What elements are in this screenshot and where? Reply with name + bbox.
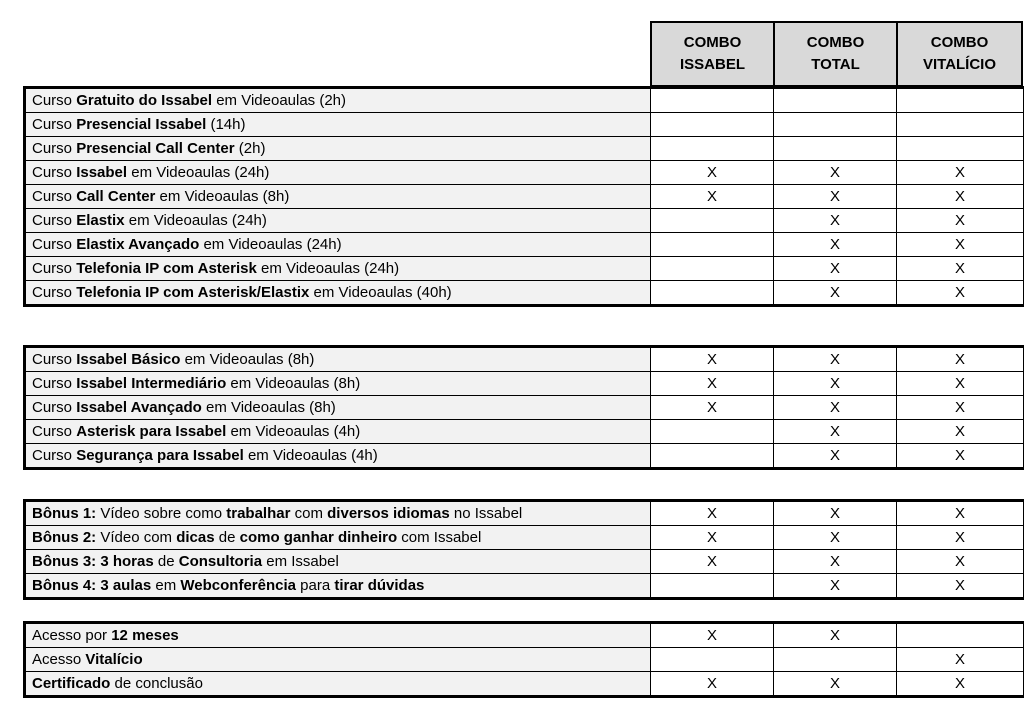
check-mark-cell: [651, 444, 774, 468]
table-row: [26, 209, 1024, 233]
row-label-text: em Issabel: [262, 553, 339, 570]
row-label: [26, 372, 651, 396]
check-mark-cell: X: [897, 502, 1024, 526]
check-mark-cell: [651, 209, 774, 233]
header-line2: VITALÍCIO: [922, 56, 997, 73]
row-label-text: Curso: [32, 375, 77, 392]
check-mark-cell: X: [651, 550, 774, 574]
row-label-bold: Bônus 1:: [32, 505, 97, 522]
row-label: [26, 209, 651, 233]
check-mark-cell: X: [651, 526, 774, 550]
row-label: [26, 444, 651, 468]
row-label-bold: tirar dúvidas: [334, 577, 425, 594]
row-label: [26, 113, 651, 137]
check-mark-cell: X: [774, 550, 897, 574]
check-mark-cell: X: [651, 672, 774, 696]
row-label-text: em Videoaulas (24h): [199, 236, 342, 253]
row-label-bold: Issabel Avançado: [76, 399, 202, 416]
row-label-text: Curso: [32, 92, 77, 109]
row-label-text: em Videoaulas (24h): [124, 212, 267, 229]
row-label-bold: trabalhar: [226, 505, 291, 522]
check-mark-cell: X: [774, 233, 897, 257]
row-label-text: em: [151, 577, 181, 594]
header-line2: ISSABEL: [679, 56, 745, 73]
row-label-text: Curso: [32, 188, 77, 205]
row-label: [26, 526, 651, 550]
row-label: [26, 137, 651, 161]
table-row: [26, 672, 1024, 696]
check-mark-cell: [651, 281, 774, 305]
row-label-bold: Bônus 3: 3 horas: [32, 553, 154, 570]
row-label-text: Acesso: [32, 651, 86, 668]
row-label-text: de: [214, 529, 240, 546]
check-mark-cell: X: [774, 672, 897, 696]
row-label-bold: Bônus 4: 3 aulas: [32, 577, 152, 594]
table-row: [26, 420, 1024, 444]
check-mark-cell: X: [774, 185, 897, 209]
table-row: [26, 281, 1024, 305]
check-mark-cell: X: [897, 348, 1024, 372]
row-label-text: em Videoaulas (4h): [226, 423, 361, 440]
check-mark-cell: X: [774, 281, 897, 305]
table-group: [25, 501, 1024, 598]
row-label-text: (2h): [234, 140, 266, 157]
table-row: [26, 648, 1024, 672]
row-label-bold: Presencial Issabel: [76, 116, 211, 133]
check-mark-cell: X: [774, 526, 897, 550]
check-mark-cell: [651, 648, 774, 672]
row-label-text: Vídeo com: [96, 529, 177, 546]
header-line2: TOTAL: [811, 56, 860, 73]
check-mark-cell: X: [897, 161, 1024, 185]
check-mark-cell: X: [774, 574, 897, 598]
row-label-bold: Gratuito do Issabel: [76, 92, 213, 109]
header-combo-total: [773, 21, 898, 87]
row-label-bold: Issabel Intermediário: [76, 375, 227, 392]
table-group: [25, 623, 1024, 696]
row-label-bold: Vitalício: [85, 651, 143, 668]
check-mark-cell: [774, 89, 897, 113]
table-row: [26, 574, 1024, 598]
check-mark-cell: X: [774, 624, 897, 648]
check-mark-cell: X: [897, 185, 1024, 209]
row-label: [26, 89, 651, 113]
header-combo-issabel: [650, 21, 775, 87]
row-label-bold: Asterisk para Issabel: [76, 423, 227, 440]
row-label-text: de conclusão: [110, 675, 203, 692]
header-line1: COMBO: [683, 34, 742, 51]
check-mark-cell: [651, 420, 774, 444]
check-mark-cell: [651, 113, 774, 137]
check-mark-cell: [651, 137, 774, 161]
table-row: [26, 185, 1024, 209]
row-label: [26, 502, 651, 526]
row-label-text: Curso: [32, 116, 77, 133]
row-label-text: em Videoaulas (24h): [256, 260, 400, 277]
table-row: [26, 526, 1024, 550]
row-label-bold: Issabel: [76, 164, 128, 181]
check-mark-cell: [651, 574, 774, 598]
row-label-text: em Videoaulas (24h): [127, 164, 270, 181]
check-mark-cell: [897, 113, 1024, 137]
row-label: [26, 672, 651, 696]
table-row: [26, 257, 1024, 281]
table-row: [26, 444, 1024, 468]
check-mark-cell: X: [897, 209, 1024, 233]
table-group: [25, 347, 1024, 468]
table-row: [26, 550, 1024, 574]
table-row: [26, 624, 1024, 648]
check-mark-cell: X: [774, 502, 897, 526]
check-mark-cell: X: [651, 185, 774, 209]
table-row: [26, 348, 1024, 372]
check-mark-cell: X: [774, 161, 897, 185]
row-label-text: em Videoaulas (2h): [212, 92, 347, 109]
row-label-text: Vídeo sobre como: [96, 505, 227, 522]
check-mark-cell: X: [897, 550, 1024, 574]
row-label: [26, 420, 651, 444]
row-label-text: em Videoaulas (4h): [243, 447, 378, 464]
row-label-bold: Elastix Avançado: [76, 236, 200, 253]
row-label-bold: Telefonia IP com Asterisk: [76, 260, 257, 277]
check-mark-cell: X: [651, 396, 774, 420]
row-label-text: Curso: [32, 447, 77, 464]
row-label-bold: Elastix: [76, 212, 125, 229]
row-label: [26, 281, 651, 305]
check-mark-cell: [897, 624, 1024, 648]
row-label-text: em Videoaulas (8h): [180, 351, 315, 368]
check-mark-cell: X: [774, 444, 897, 468]
row-label-text: em Videoaulas (8h): [201, 399, 336, 416]
row-label: [26, 550, 651, 574]
check-mark-cell: X: [897, 420, 1024, 444]
check-mark-cell: [897, 89, 1024, 113]
check-mark-cell: [651, 257, 774, 281]
check-mark-cell: X: [774, 372, 897, 396]
check-mark-cell: X: [774, 348, 897, 372]
row-label-text: Curso: [32, 284, 77, 301]
header-combo-vitalicio: [896, 21, 1023, 87]
row-label: [26, 574, 651, 598]
row-label-text: com: [290, 505, 328, 522]
row-label-bold: Call Center: [76, 188, 156, 205]
table-row: [26, 372, 1024, 396]
row-label: [26, 161, 651, 185]
row-label-text: Curso: [32, 260, 77, 277]
row-label-bold: Segurança para Issabel: [76, 447, 244, 464]
check-mark-cell: X: [897, 526, 1024, 550]
row-label-bold: 12 meses: [111, 627, 179, 644]
row-label-text: (14h): [210, 116, 246, 133]
row-label-text: para: [295, 577, 335, 594]
check-mark-cell: X: [897, 257, 1024, 281]
row-label: [26, 396, 651, 420]
row-label-bold: Webconferência: [180, 577, 296, 594]
check-mark-cell: X: [774, 420, 897, 444]
check-mark-cell: [897, 137, 1024, 161]
row-label-text: no Issabel: [449, 505, 523, 522]
row-label-text: Curso: [32, 164, 77, 181]
row-label-bold: Consultoria: [178, 553, 263, 570]
row-label-text: Acesso por: [32, 627, 112, 644]
check-mark-cell: [774, 137, 897, 161]
check-mark-cell: X: [774, 396, 897, 420]
check-mark-cell: X: [651, 161, 774, 185]
check-mark-cell: X: [897, 574, 1024, 598]
row-label: [26, 648, 651, 672]
row-label-bold: dicas: [176, 529, 215, 546]
check-mark-cell: X: [897, 372, 1024, 396]
row-label-text: Curso: [32, 140, 77, 157]
row-label-text: Curso: [32, 423, 77, 440]
row-label-text: Curso: [32, 351, 77, 368]
row-label-text: de: [153, 553, 179, 570]
row-label-text: com Issabel: [397, 529, 482, 546]
check-mark-cell: [774, 648, 897, 672]
check-mark-cell: X: [651, 624, 774, 648]
row-label-bold: Telefonia IP com Asterisk/Elastix: [76, 284, 310, 301]
table-row: [26, 396, 1024, 420]
check-mark-cell: X: [897, 672, 1024, 696]
row-label-bold: Presencial Call Center: [76, 140, 235, 157]
table-row: [26, 233, 1024, 257]
row-label-bold: Issabel Básico: [76, 351, 181, 368]
row-label-bold: como ganhar dinheiro: [239, 529, 398, 546]
check-mark-cell: X: [774, 209, 897, 233]
row-label-text: Curso: [32, 399, 77, 416]
row-label: [26, 624, 651, 648]
check-mark-cell: [774, 113, 897, 137]
row-label: [26, 257, 651, 281]
table-row: [26, 137, 1024, 161]
check-mark-cell: X: [897, 396, 1024, 420]
table-group: [25, 88, 1024, 305]
row-label-text: em Videoaulas (40h): [309, 284, 452, 301]
row-label-bold: Bônus 2:: [32, 529, 97, 546]
check-mark-cell: [651, 89, 774, 113]
header-line1: COMBO: [806, 34, 865, 51]
table-row: [26, 161, 1024, 185]
table-row: [26, 89, 1024, 113]
row-label: [26, 348, 651, 372]
row-label-bold: diversos idiomas: [327, 505, 450, 522]
check-mark-cell: X: [774, 257, 897, 281]
check-mark-cell: X: [897, 281, 1024, 305]
row-label-text: Curso: [32, 236, 77, 253]
row-label: [26, 185, 651, 209]
row-label-text: em Videoaulas (8h): [155, 188, 290, 205]
row-label: [26, 233, 651, 257]
row-label-bold: Certificado: [32, 675, 111, 692]
check-mark-cell: X: [897, 233, 1024, 257]
check-mark-cell: X: [651, 348, 774, 372]
check-mark-cell: [651, 233, 774, 257]
check-mark-cell: X: [651, 502, 774, 526]
header-line1: COMBO: [930, 34, 989, 51]
row-label-text: Curso: [32, 212, 77, 229]
table-row: [26, 502, 1024, 526]
row-label-text: em Videoaulas (8h): [226, 375, 361, 392]
table-row: [26, 113, 1024, 137]
check-mark-cell: X: [651, 372, 774, 396]
check-mark-cell: X: [897, 648, 1024, 672]
check-mark-cell: X: [897, 444, 1024, 468]
